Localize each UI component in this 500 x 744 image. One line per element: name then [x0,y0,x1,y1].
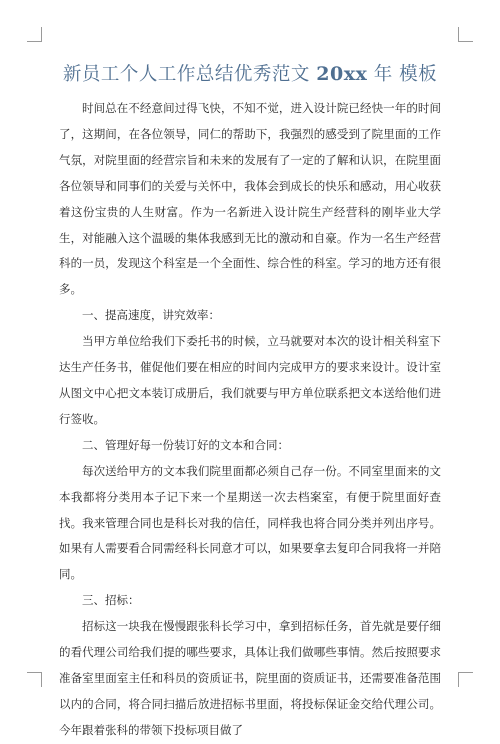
title-suffix: 年 模板 [373,64,438,85]
section-heading-1: 一、提高速度，讲究效率： [82,308,220,323]
document-body [59,96,441,744]
crop-mark-top-left [27,27,42,42]
section-heading-2: 二、管理好每一份装订好的文本和合同： [82,437,289,452]
paragraph-section-1: 当甲方单位给我们下委托书的时候，立马就要对本次的设计相关科室下达生产任务书，催促他们要在相应的时间内完成甲方的要求来设计。设计室从图文中心把文本装订成册后，我们就要与甲方单位联系把文本送给他们进行签收。 [59,334,441,426]
title-year: 20xx [316,63,368,85]
title-prefix: 新员工个人工作总结优秀范文 [62,64,310,85]
section-heading-3: 三、招标： [82,593,140,608]
crop-mark-bottom-right [458,672,473,687]
crop-mark-bottom-left [27,672,42,687]
document-title [40,60,460,89]
crop-mark-top-right [458,27,473,42]
paragraph-section-2: 每次送给甲方的文本我们院里面都必须自己存一份。不同室里面来的文本我都将分类用本子记下来一个星期送一次去档案室，有便于院里面好查找。我来管理合同也是科长对我的信任，同样我也将合同分类并列出序号。如果有人需要看合同需经科长同意才可以，如果要拿去复印合同我将一并陪同。 [59,463,441,582]
paragraph-section-3: 招标这一块我在慢慢跟张科长学习中，拿到招标任务，首先就是要仔细的看代理公司给我们提的哪些要求，具体让我们做哪些事情。然后按照要求准备室里面室主任和科员的资质证书，院里面的资质证书，还需要准备范围以内的合同，将合同扫描后放进招标书里面，将投标保证金交给代理公司。今年跟着张科的带领下投标项目做了 [59,619,441,737]
paragraph-intro: 时间总在不经意间过得飞快，不知不觉，进入设计院已经快一年的时间了，这期间，在各位领导，同仁的帮助下，我强烈的感受到了院里面的工作气氛，对院里面的经营宗旨和未来的发展有了一定的了解和认识，在院里面各位领导和同事们的关爱与关怀中，我体会到成长的快乐和感动，用心收获着这份宝贵的人生财富。作为一名新进入设计院生产经营科的刚毕业大学生，对能融入这个温暖的集体我感到无比的激动和自豪。作为一名生产经营科的一员，发现这个科室是一个全面性、综合性的科室。学习的地方还有很多。 [59,101,441,297]
